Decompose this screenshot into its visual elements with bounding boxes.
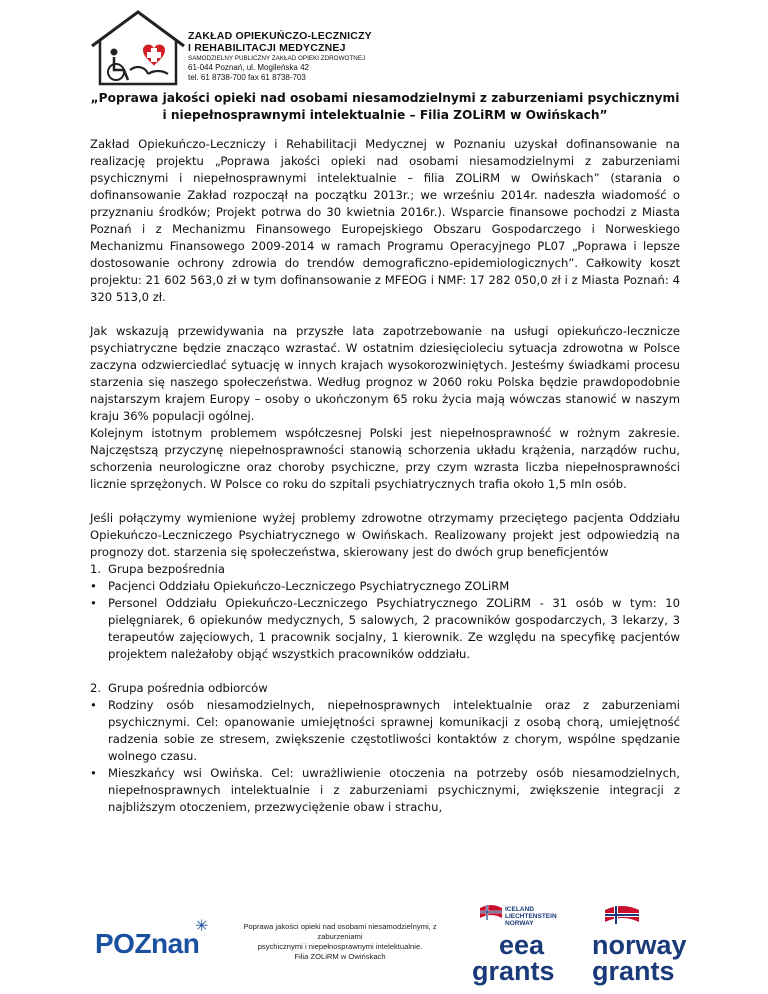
institution-name-1: ZAKŁAD OPIEKUŃCZO-LECZNICZY — [188, 30, 372, 42]
house-logo-icon — [88, 8, 188, 86]
institution-address: 61-044 Poznań, ul. Mogileńska 42 — [188, 63, 309, 72]
footer-project-text: Poprawa jakości opieki nad osobami niesamodzielnymi, z zaburzeniami psychicznymi i niepełnosprawnymi intelektualnie. Filia ZOLiRM w Owińskach — [243, 922, 437, 961]
institution-info — [188, 30, 448, 83]
norway-grants-text: grants — [592, 956, 675, 986]
group-1-number: 1. — [90, 562, 102, 576]
eea-logo-text: eea — [499, 930, 545, 960]
group-1-label: Grupa bezpośrednia — [108, 562, 225, 576]
group-2-label: Grupa pośrednia odbiorców — [108, 681, 268, 695]
eea-grants-text: grants — [472, 956, 555, 986]
group-1-heading — [90, 561, 680, 578]
norway-logo-text: norway — [592, 930, 687, 960]
norway-flag-icon — [605, 904, 639, 926]
star-icon: ✳ — [195, 918, 208, 935]
footer-logos — [0, 900, 768, 994]
list-item: • Mieszkańcy wsi Owińska. Cel: uwrażliwienie otoczenia na potrzeby osób niesamodzielnych, niepełnosprawnych intelektualnie i z zaburzeniami psychicznymi, zwiększenie integracji z najbliższym otoczeniem, przezwyciężenie obaw i strachu, — [90, 766, 680, 814]
group-2-heading — [90, 680, 680, 697]
list-item: • Personel Oddziału Opiekuńczo-Leczniczego Psychiatrycznego ZOLiRM - 31 osób w tym: 10 pielęgniarek, 6 opiekunów medycznych, 5 salowych, 2 pracowników gospodarczych, 3 lekarzy, 3 terapeutów zajęciowych, 1 pracownik socjalny, 1 kierownik. Ze względu na specyfikę pacjentów projektem należałoby objąć wszystkich pracowników oddziału. — [90, 596, 680, 661]
institution-name-2: I REHABILITACJI MEDYCZNEJ — [188, 42, 346, 54]
group-2-number: 2. — [90, 681, 102, 695]
institution-phone: tel. 61 8738-700 fax 61 8738-703 — [188, 73, 306, 82]
paragraph-demographics: Jak wskazują przewidywania na przyszłe lata zapotrzebowanie na usługi opiekuńczo-lecznicze psychiatryczne będzie znacząco wzrastać. W ostatnim dziesięcioleciu sytuacja zdrowotna w Polsce zaczyna odzwierciedlać sytuację w innych krajach wysokorozwiniętych. Jesteśmy świadkami procesu starzenia się naszego społeczeństwa. Według prognoz w 2060 roku Polska będzie prawdopodobnie najstarszym krajem Europy – osoby o ukończonym 65 roku życia mają wówczas stanowić w naszym kraju 36% populacji ogólnej. — [90, 324, 680, 423]
paragraph-disability: Kolejnym istotnym problemem współczesnej Polski jest niepełnosprawność w rożnym zakresie. Najczęstszą przyczynę niepełnosprawności stanowią schorzenia układu krążenia, narządów ruchu, schorzenia neurologiczne oraz choroby psychiczne, przy czym wzrasta liczba niepełnosprawności licznie sprzężonych. W Polsce co roku do szpitali psychiatrycznych trafia około 1,5 mln osób. — [90, 426, 680, 491]
list-item: • Pacjenci Oddziału Opiekuńczo-Leczniczego Psychiatrycznego ZOLiRM — [90, 579, 510, 593]
bullet-icon: • — [90, 766, 97, 780]
document-title: „Poprawa jakości opieki nad osobami niesamodzielnymi z zaburzeniami psychicznymi i niepełnosprawnymi intelektualnie – Filia ZOLiRM w Owińskach” — [90, 91, 680, 122]
list-item: • Rodziny osób niesamodzielnych, niepełnosprawnych intelektualnie oraz z zaburzeniami psychicznymi. Cel: opanowanie umiejętności sprawnej komunikacji z osobą chorą, umiejętność radzenia sobie ze stresem, zwiększenie częstotliwości kontaktów z chorym, wspólne spędzanie wolnego czasu. — [90, 698, 680, 763]
eea-countries: ICELAND LIECHTENSTEIN NORWAY — [505, 906, 557, 927]
bullet-icon: • — [90, 579, 97, 593]
bullet-icon: • — [90, 596, 97, 610]
bullet-icon: • — [90, 698, 97, 712]
institution-type: SAMODZIELNY PUBLICZNY ZAKŁAD OPIEKI ZDROWOTNEJ — [188, 55, 366, 62]
paragraph-beneficiaries: Jeśli połączymy wymienione wyżej problemy zdrowotne otrzymamy przeciętego pacjenta Oddziału Opiekuńczo-Leczniczego Psychiatrycznego w Owińskach. Realizowany projekt jest odpowiedzią na prognozy dot. starzenia się społeczeństwa, skierowany jest do dwóch grup beneficjentów — [90, 511, 680, 559]
document-body — [90, 136, 680, 816]
institution-header — [88, 8, 408, 86]
poznan-logo: POZnan ✳ — [95, 918, 208, 959]
eea-flag-icon — [480, 904, 502, 922]
paragraph-funding: Zakład Opiekuńczo-Leczniczy i Rehabilitacji Medycznej w Poznaniu uzyskał dofinansowanie na realizację projektu „Poprawa jakości opieki nad osobami niesamodzielnymi z zaburzeniami psychicznymi i niepełnosprawnymi intelektualnie – filia ZOLiRM w Owińskach” (starania o dofinansowanie Zakład rozpoczął na początku 2013r.; we wrześniu 2014r. nadeszła wiadomość o przyznaniu środków; Projekt potrwa do 30 kwietnia 2016r.). Wsparcie finansowe pochodzi z Miasta Poznań i z Mechanizmu Finansowego Europejskiego Obszaru Gospodarczego i Norweskiego Mechanizmu Finansowego 2009-2014 w ramach Programu Operacyjnego PL07 „Poprawa i lepsze dostosowanie ochrony zdrowia do trendów demograficzno-epidemiologicznych”. Całkowity koszt projektu: 21 602 563,0 zł w tym dofinansowanie z MFEOG i NMF: 17 282 050,0 zł i z Miasta Poznań: 4 320 513,0 zł. — [90, 137, 680, 304]
